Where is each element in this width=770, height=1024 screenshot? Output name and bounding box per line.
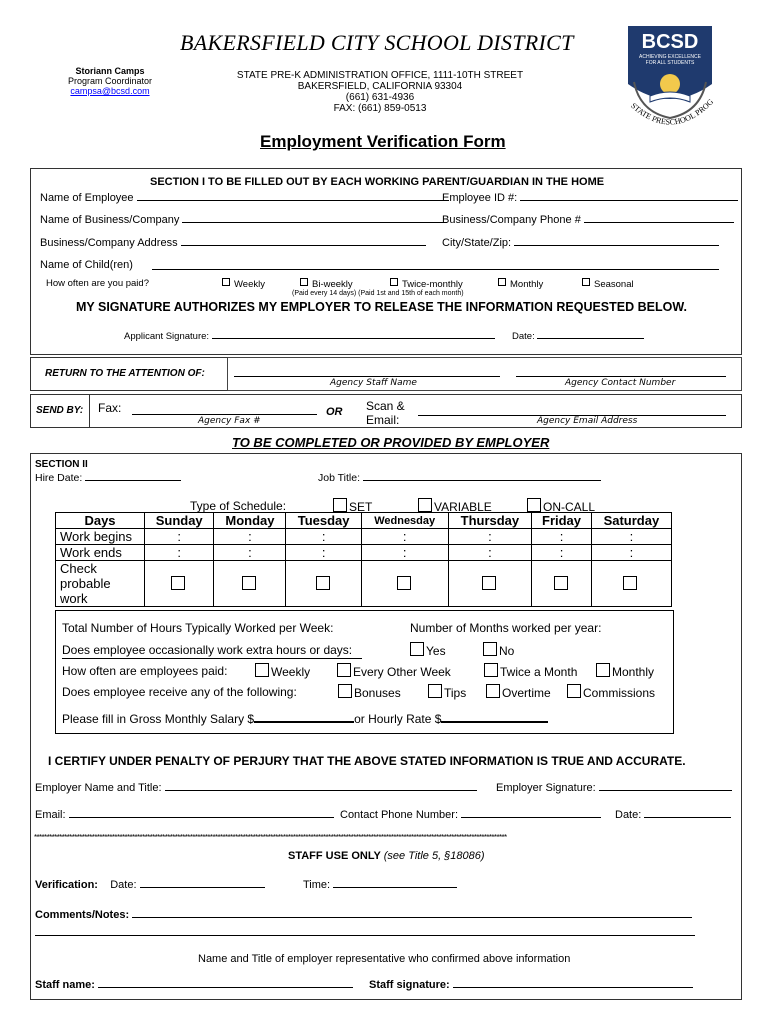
- children-row: [40, 259, 133, 271]
- pay-weekly-option[interactable]: Weekly: [222, 278, 265, 290]
- extra-hours-yes-option[interactable]: Yes: [410, 642, 446, 658]
- coordinator-email-link[interactable]: campsa@bcsd.com: [70, 86, 150, 96]
- employer-email-input[interactable]: [69, 817, 334, 818]
- probable-work-checkbox[interactable]: [286, 561, 361, 607]
- verification-time-input[interactable]: [333, 887, 457, 888]
- work-ends-row: [56, 545, 672, 561]
- checkbox-icon: [397, 576, 411, 590]
- checkbox-icon: [222, 278, 230, 286]
- receive-overtime-option[interactable]: Overtime: [486, 684, 551, 700]
- agency-fax-caption: Agency Fax #: [198, 416, 261, 426]
- district-title: BAKERSFIELD CITY SCHOOL DISTRICT: [180, 30, 574, 55]
- agency-email-caption: Agency Email Address: [537, 416, 638, 426]
- verification-time-row: [303, 879, 457, 891]
- checkbox-icon: [171, 576, 185, 590]
- how-often-label: How often are employees paid:: [62, 664, 228, 678]
- checkbox-icon: [300, 278, 308, 286]
- applicant-signature-label: Applicant Signature:: [124, 331, 210, 342]
- receive-bonuses-option[interactable]: Bonuses: [338, 684, 401, 700]
- paid-question: How often are you paid?: [46, 278, 149, 289]
- contact-phone-label: Contact Phone Number:: [340, 809, 459, 821]
- staff-signature-input[interactable]: [453, 987, 693, 988]
- checkbox-icon: [418, 498, 432, 512]
- contact-phone-row: [340, 809, 601, 821]
- probable-work-checkbox[interactable]: [448, 561, 532, 607]
- employee-id-row: [442, 192, 738, 204]
- form-title: Employment Verification Form: [260, 132, 506, 151]
- verification-time-label: Time:: [303, 879, 331, 891]
- freq-every-other-week-option[interactable]: Every Other Week: [337, 663, 451, 679]
- verification-label: Verification:: [35, 879, 98, 891]
- or-label: OR: [326, 406, 343, 418]
- verification-date-input[interactable]: [140, 887, 265, 888]
- return-label: RETURN TO THE ATTENTION OF:: [45, 368, 205, 379]
- time-cell[interactable]: :: [591, 545, 671, 561]
- time-cell[interactable]: :: [448, 545, 532, 561]
- time-cell[interactable]: :: [145, 545, 214, 561]
- checkbox-icon: [596, 663, 610, 677]
- office-line-4: FAX: (661) 859-0513: [333, 103, 427, 114]
- business-phone-label: Business/Company Phone #: [442, 214, 581, 226]
- staff-divider-stars: ********************************************************************************************************************************************************************************************: [34, 833, 507, 842]
- days-header: Days: [56, 513, 145, 529]
- schedule-variable-option[interactable]: VARIABLE: [418, 498, 492, 514]
- checkbox-icon: [567, 684, 581, 698]
- staff-signature-label: Staff signature:: [369, 979, 450, 991]
- city-state-zip-row: [442, 237, 719, 249]
- probable-work-checkbox[interactable]: [214, 561, 286, 607]
- time-cell[interactable]: :: [214, 545, 286, 561]
- verification-date-label: Date:: [110, 879, 137, 891]
- pay-biweekly-option[interactable]: Bi-weekly: [300, 278, 353, 290]
- comments-input[interactable]: [132, 917, 692, 918]
- checkbox-icon: [242, 576, 256, 590]
- time-cell[interactable]: :: [361, 545, 448, 561]
- checkbox-icon: [498, 278, 506, 286]
- office-address-block: [220, 70, 540, 114]
- checkbox-icon: [338, 684, 352, 698]
- probable-work-checkbox[interactable]: [145, 561, 214, 607]
- section-1-heading: SECTION I TO BE FILLED OUT BY EACH WORKING PARENT/GUARDIAN IN THE HOME: [150, 176, 605, 188]
- bcsd-logo: [620, 22, 720, 142]
- receive-tips-option[interactable]: Tips: [428, 684, 466, 700]
- office-line-2: BAKERSFIELD, CALIFORNIA 93304: [297, 81, 463, 92]
- freq-monthly-option[interactable]: Monthly: [596, 663, 654, 679]
- schedule-header-row: [56, 513, 672, 529]
- applicant-date-label: Date:: [512, 331, 535, 342]
- schedule-set-option[interactable]: SET: [333, 498, 372, 514]
- checkbox-icon: [554, 576, 568, 590]
- office-line-1: STATE PRE-K ADMINISTRATION OFFICE, 1111-10TH STREET: [236, 70, 524, 81]
- employee-id-input[interactable]: [520, 200, 738, 201]
- email-label: Email:: [366, 413, 400, 427]
- pay-seasonal-option[interactable]: Seasonal: [582, 278, 634, 290]
- city-state-zip-label: City/State/Zip:: [442, 237, 512, 249]
- section-2-heading: SECTION II: [35, 459, 88, 470]
- receive-commissions-option[interactable]: Commissions: [567, 684, 655, 700]
- employer-signature-input[interactable]: [599, 790, 732, 791]
- business-name-input[interactable]: [182, 222, 447, 223]
- day-header: Sunday: [145, 513, 214, 529]
- contact-phone-input[interactable]: [461, 817, 601, 818]
- checkbox-icon: [484, 663, 498, 677]
- schedule-oncall-option[interactable]: ON-CALL: [527, 498, 595, 514]
- staff-use-heading: [288, 850, 485, 862]
- pay-note: (Paid every 14 days) (Paid 1st and 15th of each month): [292, 290, 464, 297]
- business-phone-row: [442, 214, 734, 226]
- time-cell[interactable]: :: [448, 529, 532, 545]
- coordinator-title: Program Coordinator: [67, 76, 153, 86]
- certify-statement: I CERTIFY UNDER PENALTY OF PERJURY THAT THE ABOVE STATED INFORMATION IS TRUE AND ACCURATE.: [48, 754, 686, 768]
- salary-row: [62, 712, 548, 726]
- salary-input[interactable]: [254, 721, 354, 723]
- day-header: Friday: [532, 513, 592, 529]
- freq-twice-month-option[interactable]: Twice a Month: [484, 663, 577, 679]
- employee-name-label: Name of Employee: [40, 192, 134, 204]
- pay-twice-monthly-option[interactable]: Twice-monthly: [390, 278, 463, 290]
- checkbox-icon: [428, 684, 442, 698]
- staff-use-reference: (see Title 5, §18086): [383, 850, 485, 862]
- probable-work-checkbox[interactable]: [591, 561, 671, 607]
- employer-date-label: Date:: [615, 809, 642, 821]
- city-state-zip-input[interactable]: [514, 245, 719, 246]
- employer-date-input[interactable]: [644, 817, 731, 818]
- business-name-label: Name of Business/Company: [40, 214, 180, 226]
- agency-fax-input[interactable]: [132, 402, 317, 415]
- checkbox-icon: [333, 498, 347, 512]
- probable-work-checkbox[interactable]: [361, 561, 448, 607]
- logo-text: BCSD: [641, 31, 699, 53]
- checkbox-icon: [337, 663, 351, 677]
- checkbox-icon: [410, 642, 424, 656]
- employer-signature-label: Employer Signature:: [496, 782, 596, 794]
- svg-text:STATE PRESCHOOL PROGRAM: STATE PRESCHOOL PROG: [629, 97, 716, 127]
- coordinator-block: [40, 66, 180, 96]
- employer-email-label: Email:: [35, 809, 66, 821]
- job-title-label: Job Title:: [318, 472, 361, 484]
- agency-staff-name-caption: Agency Staff Name: [330, 378, 417, 388]
- checkbox-icon: [316, 576, 330, 590]
- send-by-label: SEND BY:: [36, 405, 84, 416]
- day-header: Thursday: [448, 513, 532, 529]
- check-probable-row: [56, 561, 672, 607]
- hourly-input[interactable]: [441, 721, 548, 723]
- hire-date-row: [35, 472, 181, 484]
- svg-text:FOR ALL STUDENTS: FOR ALL STUDENTS: [645, 60, 695, 66]
- staff-signature-row: [369, 979, 693, 991]
- business-address-input[interactable]: [181, 245, 426, 246]
- staff-name-label: Staff name:: [35, 979, 95, 991]
- probable-work-checkbox[interactable]: [532, 561, 592, 607]
- svg-text:ACHIEVING EXCELLENCE: ACHIEVING EXCELLENCE: [639, 54, 701, 60]
- comments-input-line-2[interactable]: [35, 935, 695, 936]
- employer-name-input[interactable]: [165, 790, 477, 791]
- staff-use-title: STAFF USE ONLY: [288, 850, 381, 862]
- pay-monthly-option[interactable]: Monthly: [498, 278, 543, 290]
- comments-label: Comments/Notes:: [35, 909, 130, 921]
- extra-hours-underline: [62, 658, 362, 659]
- time-cell[interactable]: :: [591, 529, 671, 545]
- day-header: Monday: [214, 513, 286, 529]
- business-phone-input[interactable]: [584, 222, 734, 223]
- employer-date-row: [615, 809, 731, 821]
- agency-email-input[interactable]: [418, 403, 726, 416]
- employee-id-label: Employee ID #:: [442, 192, 518, 204]
- authorize-statement: MY SIGNATURE AUTHORIZES MY EMPLOYER TO RELEASE THE INFORMATION REQUESTED BELOW.: [76, 300, 687, 314]
- salary-label: Please fill in Gross Monthly Salary $: [62, 712, 255, 726]
- employer-heading: TO BE COMPLETED OR PROVIDED BY EMPLOYER: [232, 435, 550, 450]
- day-header: Tuesday: [286, 513, 361, 529]
- checkbox-icon: [483, 642, 497, 656]
- row-label: Work begins: [56, 529, 145, 545]
- scan-label: Scan &: [366, 399, 405, 413]
- hire-date-input[interactable]: [85, 480, 181, 481]
- checkbox-icon: [482, 576, 496, 590]
- name-title-note: Name and Title of employer representative who confirmed above information: [198, 953, 571, 965]
- extra-hours-label: Does employee occasionally work extra hours or days:: [62, 643, 353, 657]
- checkbox-icon: [623, 576, 637, 590]
- row-label: Check probable work: [56, 561, 145, 607]
- applicant-date-row: [512, 331, 644, 342]
- hourly-label: or Hourly Rate $: [354, 712, 442, 726]
- time-cell[interactable]: :: [286, 545, 361, 561]
- comments-row: [35, 909, 692, 921]
- fax-label: Fax:: [98, 401, 122, 415]
- business-name-row: [40, 214, 447, 226]
- checkbox-icon: [527, 498, 541, 512]
- employer-name-label: Employer Name and Title:: [35, 782, 162, 794]
- months-worked-label: Number of Months worked per year:: [410, 621, 602, 635]
- business-address-label: Business/Company Address: [40, 237, 178, 249]
- total-hours-label: Total Number of Hours Typically Worked per Week:: [62, 621, 334, 635]
- scan-email-label: [366, 399, 405, 427]
- business-address-row: [40, 237, 426, 249]
- children-label: Name of Child(ren): [40, 259, 133, 271]
- office-line-3: (661) 631-4936: [345, 92, 415, 103]
- agency-contact-number-input[interactable]: [516, 366, 726, 377]
- schedule-type-label: Type of Schedule:: [190, 499, 287, 513]
- children-input[interactable]: [152, 258, 719, 270]
- employer-email-row: [35, 809, 334, 821]
- agency-staff-name-input[interactable]: [234, 366, 500, 377]
- coordinator-name: Storiann Camps: [75, 66, 145, 76]
- agency-contact-number-caption: Agency Contact Number: [565, 378, 676, 388]
- staff-name-input[interactable]: [98, 987, 353, 988]
- applicant-signature-row: [124, 331, 495, 342]
- applicant-date-input[interactable]: [537, 338, 644, 339]
- time-cell[interactable]: :: [532, 545, 592, 561]
- time-cell[interactable]: :: [145, 529, 214, 545]
- checkbox-icon: [255, 663, 269, 677]
- schedule-table: [55, 512, 672, 607]
- time-cell[interactable]: :: [532, 529, 592, 545]
- extra-hours-no-option[interactable]: No: [483, 642, 514, 658]
- time-cell[interactable]: :: [286, 529, 361, 545]
- verification-row: [35, 879, 265, 891]
- time-cell[interactable]: :: [361, 529, 448, 545]
- row-label: Work ends: [56, 545, 145, 561]
- checkbox-icon: [390, 278, 398, 286]
- employee-name-row: [40, 192, 449, 204]
- receive-label: Does employee receive any of the following:: [62, 685, 297, 699]
- freq-weekly-option[interactable]: Weekly: [255, 663, 310, 679]
- day-header: Wednesday: [361, 513, 448, 529]
- time-cell[interactable]: :: [214, 529, 286, 545]
- day-header: Saturday: [591, 513, 671, 529]
- job-title-row: [318, 472, 601, 484]
- job-title-input[interactable]: [363, 480, 601, 481]
- employer-signature-row: [496, 782, 732, 794]
- hire-date-label: Hire Date:: [35, 472, 83, 484]
- checkbox-icon: [582, 278, 590, 286]
- employee-name-input[interactable]: [137, 200, 449, 201]
- work-begins-row: [56, 529, 672, 545]
- applicant-signature-input[interactable]: [212, 338, 495, 339]
- checkbox-icon: [486, 684, 500, 698]
- employer-name-row: [35, 782, 477, 794]
- staff-name-row: [35, 979, 353, 991]
